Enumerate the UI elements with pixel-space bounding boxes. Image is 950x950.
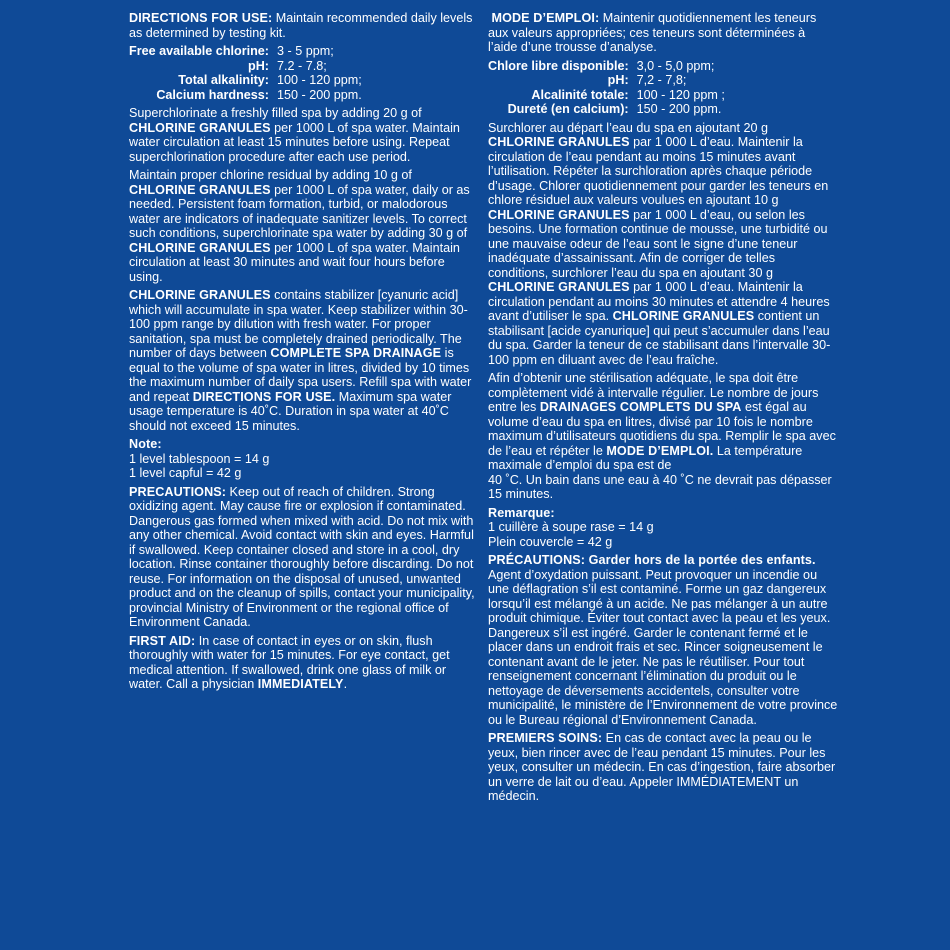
- level-row: Total alkalinity: 100 - 120 ppm;: [178, 73, 362, 87]
- french-column: [488, 11, 838, 808]
- stabilizer-paragraph: CHLORINE GRANULES contains stabilizer [cyanuric acid] which will accumulate in spa water. Keep stabilizer within 30-100 ppm range by dilution with fresh water. For proper sanitation, spa must be completely drained periodically. The number of days between COMPLETE SPA DRAINAGE is equal to the volume of spa water in litres, divided by 10 times the maximum number of daily spa users. Refill spa with water and repeat DIRECTIONS FOR USE. Maximum spa water usage temperature is 40˚C. Duration in spa water at 40˚C should not exceed 15 minutes.: [129, 288, 472, 433]
- level-row: Chlore libre disponible: 3,0 - 5,0 ppm;: [488, 58, 715, 73]
- first-aid-paragraph: FIRST AID: In case of contact in eyes or on skin, flush thoroughly with water for 15 minutes. For eye contact, get medical attention. If swallowed, drink one glass of milk or water. Call a physician IMMEDIATELY.: [129, 633, 450, 691]
- level-row: pH: 7.2 - 7.8;: [248, 58, 327, 73]
- directions-for-use: DIRECTIONS FOR USE: Maintain recommended daily levels as determined by testing kit.: [129, 11, 473, 40]
- level-row: Alcalinité totale: 100 - 120 ppm ;: [531, 87, 725, 102]
- chlorine-residual-paragraph: Maintain proper chlorine residual by adding 10 g of CHLORINE GRANULES per 1000 L of spa water, daily or as needed. Persistent foam formation, turbid, or malodorous water are indicators of inadequate sanitizer levels. To correct such conditions, superchlorinate spa water by adding 30 g of CHLORINE GRANULES per 1000 L of spa water. Maintain circulation at least 30 minutes and wait four hours before using.: [129, 168, 470, 284]
- superchlorinate-paragraph: Superchlorinate a freshly filled spa by adding 20 g of CHLORINE GRANULES per 1000 L of spa water. Maintain water circulation at least 15 minutes before using. Repeat superchlorination procedure after each use period.: [129, 106, 460, 164]
- note-block: Note: 1 level tablespoon = 14 g 1 level capful = 42 g: [129, 437, 270, 480]
- level-row: Dureté (en calcium): 150 - 200 ppm.: [507, 102, 722, 116]
- teneurs-table: [488, 59, 725, 117]
- level-row: Calcium hardness: 150 - 200 ppm.: [156, 87, 362, 102]
- directions-label: DIRECTIONS FOR USE:: [129, 11, 273, 25]
- premiers-soins-paragraph: PREMIERS SOINS: En cas de contact avec la peau ou le yeux, bien rincer avec de l’eau pendant 15 minutes. Pour les yeux, consulter un médecin. En cas d’ingestion, faire absorber un verre de lait ou d’eau. Appeler IMMÉDIATEMENT un médecin.: [488, 731, 836, 803]
- surchlorer-paragraph: Surchlorer au départ l’eau du spa en ajoutant 20 g CHLORINE GRANULES par 1 000 L d’eau. Maintenir la circulation de l’eau pendant au moins 15 minutes avant l’utilisation. Répéter la surchloration après chaque période d’usage. Chlorer quotidiennement pour garder les teneurs en chlore résiduel aux valeurs voulues en ajoutant 10 g CHLORINE GRANULES par 1 000 L d’eau, ou selon les besoins. Une formation continue de mousse, une turbidité ou une mauvaise odeur de l’eau sont le signe d’une teneur inadéquate d’assainissant. Afin de corriger de telles conditions, surchlorer l’eau du spa en ajoutant 30 g CHLORINE GRANULES par 1 000 L d’eau. Maintenir la circulation pendant au moins 30 minutes et attendre 4 heures avant d’utiliser le spa. CHLORINE GRANULES contient un stabilisant [acide cyanurique] qui peut s’accumuler dans l’eau du spa. Garder la teneur de ce stabilisant dans l’intervalle 30-100 ppm en diluant avec de l’eau fraîche.: [488, 120, 831, 367]
- precautions-paragraph: PRECAUTIONS: Keep out of reach of children. Strong oxidizing agent. May cause fire or explosion if contaminated. Dangerous gas formed when mixed with acid. Do not mix with any other chemical. Avoid contact with skin and eyes. Harmful if swallowed. Keep container closed and store in a cool, dry location. Rinse container thoroughly before discarding. Do not reuse. For information on the disposal of unused, unwanted product and on the cleanup of spills, contact your municipality, provincial Ministry of Environment or the regional office of Environment Canada.: [129, 484, 475, 629]
- english-column: [129, 11, 477, 696]
- level-row: Free available chlorine: 3 - 5 ppm;: [129, 44, 334, 58]
- remarque-block: Remarque: 1 cuillère à soupe rase = 14 g Plein couvercle = 42 g: [488, 505, 654, 549]
- sterilisation-paragraph: Afin d’obtenir une stérilisation adéquate, le spa doit être complètement vidé à intervalle régulier. Le nombre de jours entre les DRAINAGES COMPLETS DU SPA est égal au volume d’eau du spa en litres, divisé par 10 fois le nombre maximum d’utilisateurs quotidiens du spa. Remplir le spa avec de l’eau et répéter le MODE D’EMPLOI. La température maximale d’emploi du spa est de 40 ˚C. Un bain dans une eau à 40 ˚C ne devrait pas dépasser 15 minutes.: [488, 371, 836, 501]
- levels-table: [129, 44, 362, 102]
- level-row: pH: 7,2 - 7,8;: [607, 73, 687, 87]
- mode-emploi: MODE D’EMPLOI: Maintenir quotidiennement les teneurs aux valeurs appropriées; ces teneurs sont déterminées à l’aide d’une trousse d’analyse.: [488, 11, 817, 54]
- mode-emploi-label: MODE D’EMPLOI:: [491, 11, 600, 25]
- precautions-fr-paragraph: PRÉCAUTIONS: Garder hors de la portée des enfants. Agent d’oxydation puissant. Peut provoquer un incendie ou une déflagration s’il est contaminé. Forme un gaz dangereux lorsqu’il est mélangé à un acide. Ne pas mélanger à un autre produit chimique. Éviter tout contact avec la peau et les yeux. Dangereux s’il est ingéré. Garder le contenant fermé et le placer dans un endroit frais et sec. Rincer soigneusement le contenant avant de le jeter. Ne pas le réutiliser. Pour tout renseignement concernant l’élimination du produit ou le nettoyage de déversements accidentels, consulter votre municipalité, le ministère de l’Environnement de votre province ou le Bureau régional d’Environnement Canada.: [488, 553, 838, 727]
